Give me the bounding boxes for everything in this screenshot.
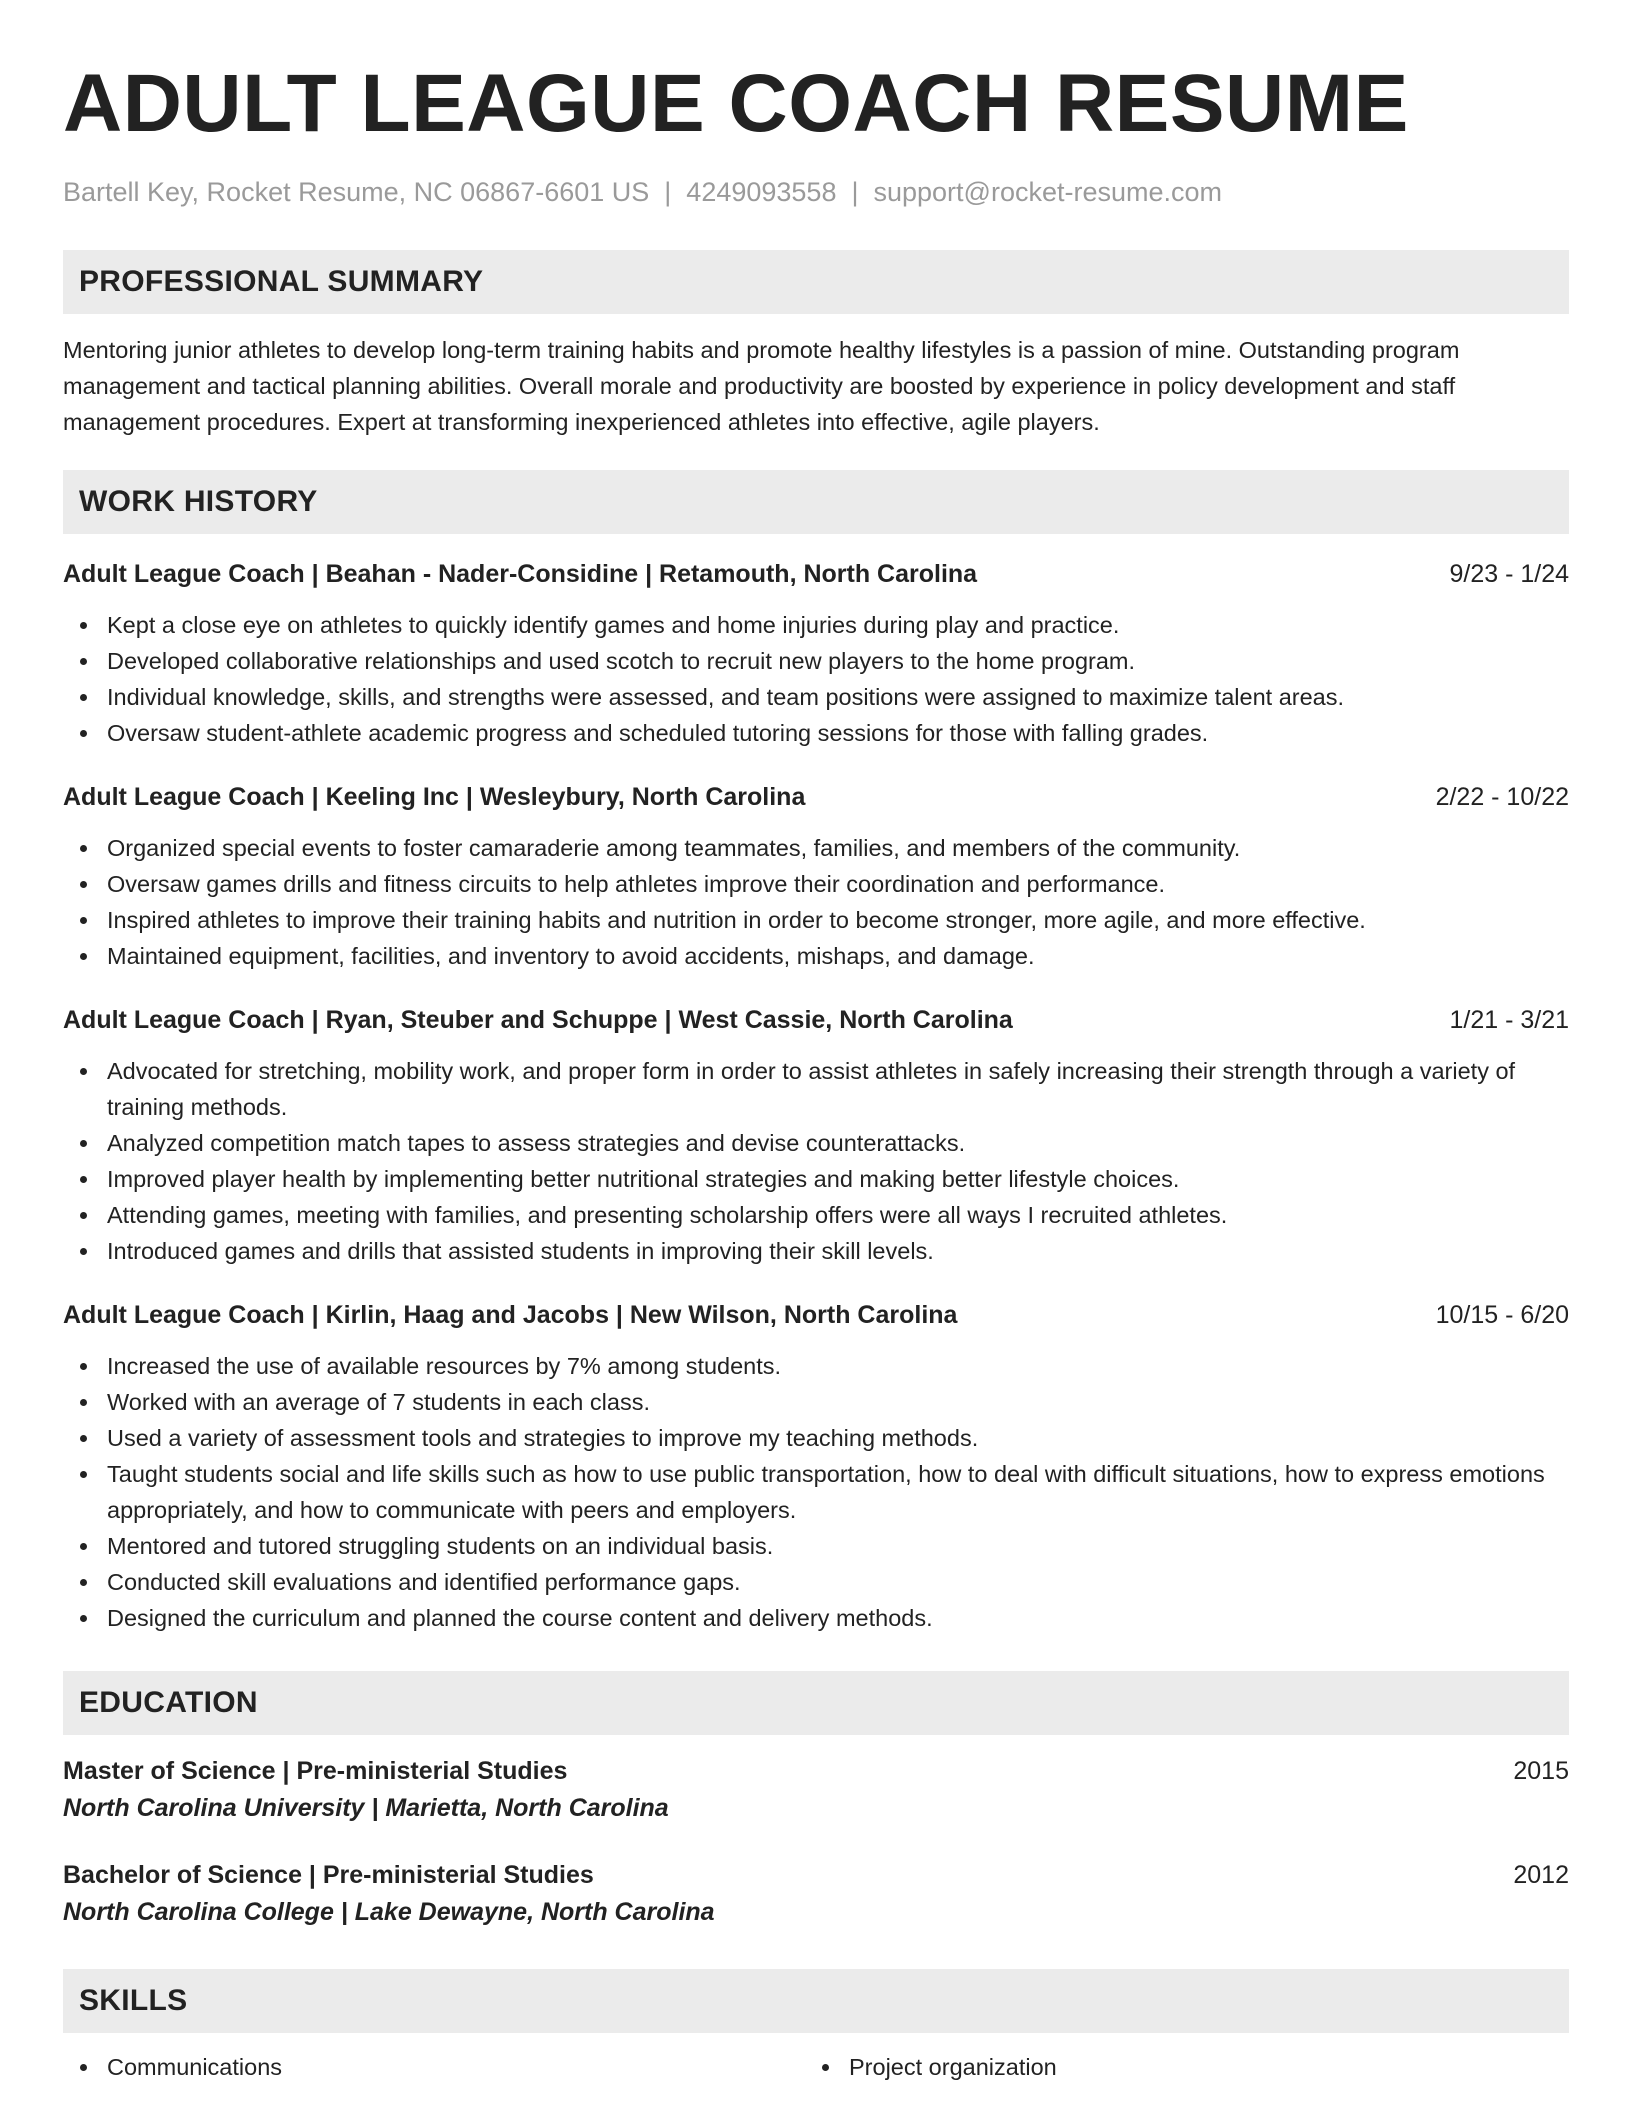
education-school: North Carolina University | Marietta, North Carolina bbox=[63, 1794, 669, 1822]
job-bullet: Oversaw student-athlete academic progress and scheduled tutoring sessions for those with falling grades. bbox=[107, 715, 1569, 751]
job-bullet: Taught students social and life skills such as how to use public transportation, how to deal with difficult situations, how to express emotions appropriately, and how to communicate with peers and employers. bbox=[107, 1456, 1569, 1528]
skills-bullets-right bbox=[805, 2049, 1547, 2085]
job-bullet: Maintained equipment, facilities, and inventory to avoid accidents, mishaps, and damage. bbox=[107, 938, 1569, 974]
skill-item: Project organization bbox=[849, 2049, 1547, 2085]
education-heading: EDUCATION bbox=[63, 1671, 1569, 1735]
job-header bbox=[63, 1002, 1569, 1038]
job-bullet: Improved player health by implementing better nutritional strategies and making better lifestyle choices. bbox=[107, 1161, 1569, 1197]
job-bullet: Oversaw games drills and fitness circuits to help athletes improve their coordination and performance. bbox=[107, 866, 1569, 902]
job-bullets bbox=[63, 607, 1569, 751]
job-bullet: Kept a close eye on athletes to quickly identify games and home injuries during play and practice. bbox=[107, 607, 1569, 643]
skills-bullets-left bbox=[63, 2049, 805, 2085]
job-header bbox=[63, 779, 1569, 815]
job-bullet: Mentored and tutored struggling students on an individual basis. bbox=[107, 1528, 1569, 1564]
skills-heading: SKILLS bbox=[63, 1969, 1569, 2033]
job-bullet: Developed collaborative relationships and used scotch to recruit new players to the home program. bbox=[107, 643, 1569, 679]
job-bullet: Advocated for stretching, mobility work, and proper form in order to assist athletes in safely increasing their strength through a variety of training methods. bbox=[107, 1053, 1569, 1125]
education-year: 2015 bbox=[1513, 1757, 1569, 1785]
job-entry bbox=[63, 1002, 1569, 1269]
job-bullet: Worked with an average of 7 students in each class. bbox=[107, 1384, 1569, 1420]
skills-list bbox=[63, 2049, 1569, 2085]
summary-heading: PROFESSIONAL SUMMARY bbox=[63, 250, 1569, 314]
job-title: Adult League Coach | Beahan - Nader-Considine | Retamouth, North Carolina bbox=[63, 560, 978, 588]
summary-text: Mentoring junior athletes to develop long-term training habits and promote healthy lifestyles is a passion of mine. Outstanding program management and tactical planning abilities. Overall morale and productivity are boosted by experience in policy development and staff management procedures. Expert at transforming inexperienced athletes into effective, agile players. bbox=[63, 337, 1460, 435]
job-title: Adult League Coach | Keeling Inc | Wesleybury, North Carolina bbox=[63, 783, 806, 811]
education-entry bbox=[63, 1857, 1569, 1931]
job-entry bbox=[63, 1297, 1569, 1636]
job-bullets bbox=[63, 1348, 1569, 1636]
education-year: 2012 bbox=[1513, 1861, 1569, 1889]
education-degree: Bachelor of Science | Pre-ministerial Studies bbox=[63, 1861, 594, 1889]
education-header bbox=[63, 1753, 1569, 1789]
job-bullet: Organized special events to foster camaraderie among teammates, families, and members of the community. bbox=[107, 830, 1569, 866]
job-header bbox=[63, 1297, 1569, 1333]
education-school: North Carolina College | Lake Dewayne, North Carolina bbox=[63, 1898, 715, 1926]
job-bullet: Used a variety of assessment tools and strategies to improve my teaching methods. bbox=[107, 1420, 1569, 1456]
contact-separator: | bbox=[664, 177, 672, 207]
job-bullet: Inspired athletes to improve their training habits and nutrition in order to become stronger, more agile, and more effective. bbox=[107, 902, 1569, 938]
contact-phone: 4249093558 bbox=[686, 177, 837, 207]
contact-address: Bartell Key, Rocket Resume, NC 06867-6601 US bbox=[63, 177, 650, 207]
job-title: Adult League Coach | Kirlin, Haag and Jacobs | New Wilson, North Carolina bbox=[63, 1301, 958, 1329]
job-title: Adult League Coach | Ryan, Steuber and Schuppe | West Cassie, North Carolina bbox=[63, 1006, 1013, 1034]
job-bullet: Analyzed competition match tapes to assess strategies and devise counterattacks. bbox=[107, 1125, 1569, 1161]
job-dates: 9/23 - 1/24 bbox=[1449, 560, 1569, 588]
education-degree: Master of Science | Pre-ministerial Studies bbox=[63, 1757, 568, 1785]
job-bullet: Designed the curriculum and planned the course content and delivery methods. bbox=[107, 1600, 1569, 1636]
job-entry bbox=[63, 779, 1569, 974]
job-bullet: Conducted skill evaluations and identified performance gaps. bbox=[107, 1564, 1569, 1600]
work-history-heading: WORK HISTORY bbox=[63, 470, 1569, 534]
job-bullets bbox=[63, 830, 1569, 974]
job-bullet: Increased the use of available resources by 7% among students. bbox=[107, 1348, 1569, 1384]
job-bullet: Introduced games and drills that assisted students in improving their skill levels. bbox=[107, 1233, 1569, 1269]
contact-line bbox=[63, 174, 1569, 210]
education-entry bbox=[63, 1753, 1569, 1827]
resume-title: ADULT LEAGUE COACH RESUME bbox=[63, 58, 1409, 149]
job-entry bbox=[63, 556, 1569, 751]
job-bullet: Attending games, meeting with families, and presenting scholarship offers were all ways I recruited athletes. bbox=[107, 1197, 1569, 1233]
skills-column-left bbox=[63, 2049, 805, 2085]
job-bullets bbox=[63, 1053, 1569, 1269]
job-dates: 2/22 - 10/22 bbox=[1435, 783, 1569, 811]
job-dates: 10/15 - 6/20 bbox=[1435, 1301, 1569, 1329]
skills-column-right bbox=[805, 2049, 1547, 2085]
job-dates: 1/21 - 3/21 bbox=[1449, 1006, 1569, 1034]
job-header bbox=[63, 556, 1569, 592]
education-header bbox=[63, 1857, 1569, 1893]
skill-item: Communications bbox=[107, 2049, 805, 2085]
job-bullet: Individual knowledge, skills, and strengths were assessed, and team positions were assigned to maximize talent areas. bbox=[107, 679, 1569, 715]
contact-email[interactable]: support@rocket-resume.com bbox=[873, 177, 1223, 207]
contact-separator: | bbox=[851, 177, 859, 207]
